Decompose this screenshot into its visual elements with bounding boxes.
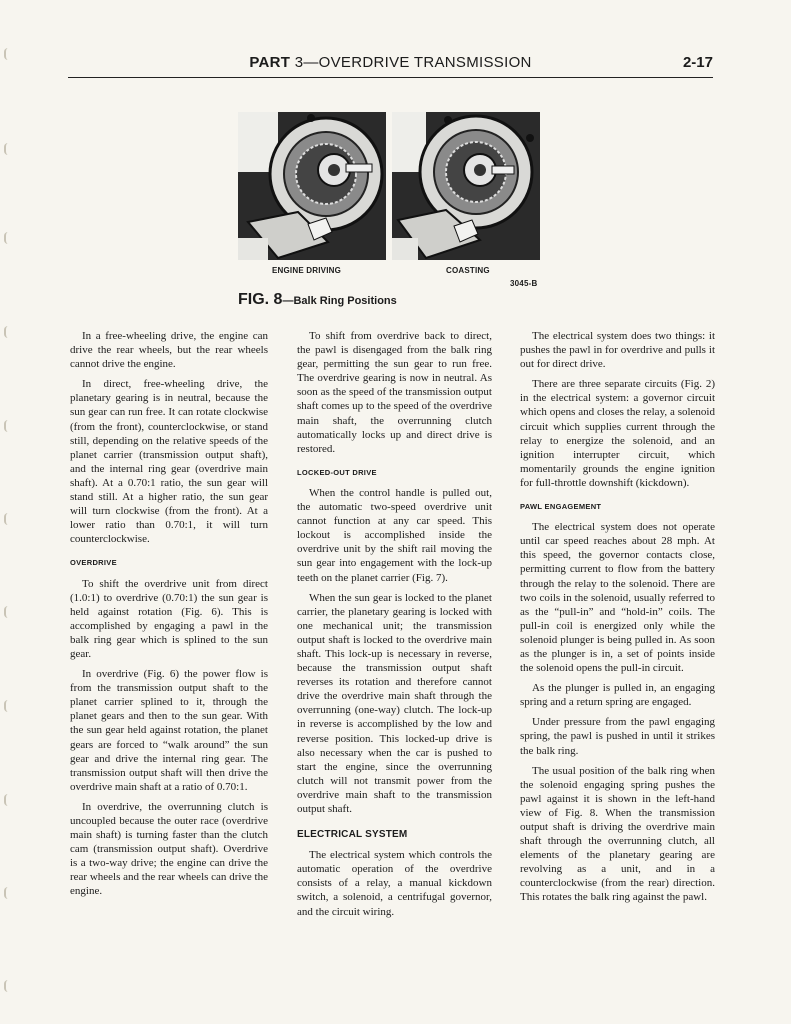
page-header — [68, 52, 713, 78]
paragraph: To shift from overdrive back to direct, the pawl is disengaged from the balk ring gear, permitting the sun gear to run free. The overdrive gearing is now in neutral. As soon as the speed of the transmission output shaft comes up to the speed of the overdrive main shaft, the overrunning clutch automatically locks up and direct drive is restored. — [297, 330, 492, 455]
binder-mark — [4, 980, 12, 992]
section-heading-pawl: PAWL ENGAGEMENT — [520, 502, 602, 512]
paragraph: In a free-wheeling drive, the engine can drive the rear wheels, but the rear wheels cannot drive the engine. — [70, 330, 268, 371]
binder-mark — [4, 887, 12, 899]
binder-mark — [4, 513, 12, 525]
paragraph: As the plunger is pulled in, an engaging spring and a return spring are engaged. — [520, 682, 715, 709]
binder-mark — [4, 232, 12, 244]
section-heading-locked-out: LOCKED-OUT DRIVE — [297, 467, 377, 477]
part-label: PART — [249, 54, 291, 71]
binder-mark — [4, 794, 12, 806]
paragraph: In overdrive, the overrunning clutch is uncoupled because the outer race (overdrive main shaft) is turning faster than the clutch cam (transmission output shaft). Overdrive is a two-way drive; the engine can drive the rear wheels and the rear wheels can drive the engine. — [70, 800, 268, 898]
paragraph: When the control handle is pulled out, the automatic two-speed overdrive unit cannot function at any car speed. This lockout is accomplished inside the overdrive unit by the shift rail moving the sun gear into engagement with the lock-up teeth on the planet carrier (Fig. 7). — [297, 486, 492, 584]
paragraph: When the sun gear is locked to the planet carrier, the planetary gearing is locked with one mechanical unit; the transmission output shaft is locked to the overdrive main shaft. This lock-up is necessary in reverse, because the transmission output shaft reverses its rotation and therefore cannot drive the overdrive main shaft through the overrunning (one-way) clutch. The lock-up in reverse is accomplished by the low and reverse position. This locked-up drive is also necessary when the car is pushed to start the engine, since the overrunning clutch will not transmit power from the overdrive main shaft to the transmission output shaft. — [297, 591, 492, 815]
column-3 — [520, 329, 715, 911]
binder-mark — [4, 326, 12, 338]
binder-mark — [4, 606, 12, 618]
section-heading-electrical: ELECTRICAL SYSTEM — [297, 829, 408, 841]
figure-caption — [238, 291, 397, 309]
paragraph: To shift the overdrive unit from direct (1.0:1) to overdrive (0.70:1) the sun gear is held against rotation (Fig. 6). This is accomplished by engaging a pawl in the balk ring gear which is splined to the sun gear. — [70, 577, 268, 660]
paragraph: The electrical system does two things: it pushes the pawl in for overdrive and pulls it out for direct drive. — [520, 330, 715, 371]
binder-mark — [4, 700, 12, 712]
column-2 — [297, 329, 492, 925]
binder-mark — [4, 143, 12, 155]
figure-code: 3045-B — [510, 279, 538, 288]
part-title: 3—OVERDRIVE TRANSMISSION — [294, 54, 532, 71]
engine-driving-photo — [238, 112, 386, 260]
header-rule — [68, 77, 713, 78]
section-heading-overdrive: OVERDRIVE — [70, 558, 117, 568]
column-1 — [70, 329, 268, 905]
paragraph: The usual position of the balk ring when the solenoid engaging spring pushes the pawl against it is shown in the left-hand view of Fig. 8. When the transmission output shaft is driving the overdrive main shaft through the overrunning clutch, all elements of the planetary gearing are revolving as a unit, and in a counterclockwise (from the rear) direction. This rotates the balk ring against the pawl. — [520, 764, 715, 904]
paragraph: In direct, free-wheeling drive, the planetary gearing is in neutral, because the sun gear can run free. It can rotate clockwise (from the front), counterclockwise, or stand still, depending on the relative speeds of the planet carrier (transmission output shaft), and the internal ring gear (overdrive main shaft). At a 0.70:1 ratio, the sun gear will stand still. At a higher ratio, the sun gear will turn clockwise (from the front). At a lower ratio than 0.70:1, it will turn counterclockwise. — [70, 378, 268, 546]
paragraph: The electrical system does not operate until car speed reaches about 28 mph. At this speed, the governor contacts close, permitting current to flow from the battery through the relay to the solenoid. There are two coils in the solenoid, usually referred to as the “pull-in” and “hold-in” coils. The pull-in coil is energized only while the solenoid plunger is being pulled in. As soon as the plunger is in, a set of points inside the solenoid opens the pull-in circuit. — [520, 521, 715, 675]
figure-number: FIG. 8 — [238, 291, 283, 308]
coasting-label: COASTING — [446, 266, 490, 275]
paragraph: There are three separate circuits (Fig. 2) in the electrical system: a governor circuit which opens and closes the relay, a solenoid circuit which supplies current through the relay to energize the solenoid, and an ignition interrupter circuit, which momentarily grounds the engine ignition for full-throttle downshift (kickdown). — [520, 378, 715, 489]
page-title — [68, 54, 713, 71]
engine-driving-label: ENGINE DRIVING — [272, 266, 342, 275]
binder-mark — [4, 48, 12, 60]
paragraph: Under pressure from the pawl engaging spring, the pawl is pushed in until it strikes the balk ring. — [520, 716, 715, 757]
binder-mark — [4, 420, 12, 432]
figure-title: —Balk Ring Positions — [282, 295, 397, 307]
page-number: 2-17 — [682, 54, 713, 71]
coasting-photo — [392, 112, 540, 260]
paragraph: The electrical system which controls the automatic operation of the overdrive consists of a relay, a manual kickdown switch, a solenoid, a centrifugal governor, and the circuit wiring. — [297, 849, 492, 918]
paragraph: In overdrive (Fig. 6) the power flow is from the transmission output shaft to the planet carrier splined to it, through the planet gears and then to the sun gear. With the sun gear held against rotation, the planet gears are forced to “walk around” the sun gear and drive the internal ring gear. The transmission output shaft will then drive the overdrive main shaft at a ratio of 0.70:1. — [70, 668, 268, 793]
